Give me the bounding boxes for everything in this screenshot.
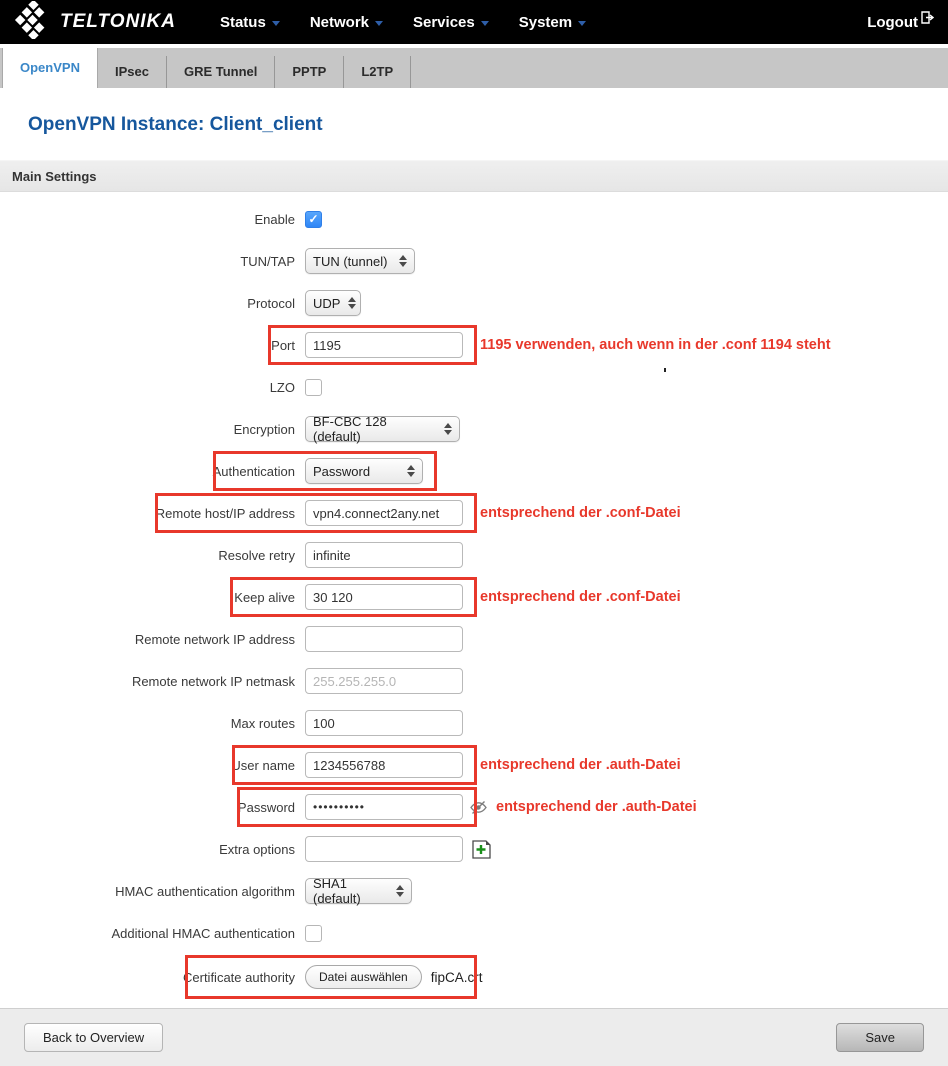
remote-host-label: Remote host/IP address <box>155 505 295 521</box>
additional-hmac-checkbox[interactable] <box>305 925 322 942</box>
add-option-icon[interactable] <box>471 839 492 860</box>
field-row-resolve-retry <box>0 534 948 576</box>
additional-hmac-label: Additional HMAC authentication <box>111 925 295 941</box>
chevron-down-icon <box>272 21 280 26</box>
hmac-selected-value: SHA1 (default) <box>313 876 361 906</box>
field-row-remote-host <box>0 492 948 534</box>
resolve-retry-label: Resolve retry <box>218 547 295 563</box>
top-navigation-bar <box>0 0 948 44</box>
port-label: Port <box>271 337 295 353</box>
extra-options-label: Extra options <box>219 841 295 857</box>
annotation-keep-alive: entsprechend der .conf-Datei <box>480 589 681 605</box>
selected-file-name: fipCA.crt <box>430 969 483 985</box>
tab-ipsec[interactable]: IPsec <box>98 56 167 88</box>
keep-alive-input[interactable] <box>305 584 463 610</box>
remote-network-ip-label: Remote network IP address <box>134 631 295 647</box>
menu-item-system[interactable]: System <box>519 14 586 31</box>
field-row-certificate-authority <box>0 954 948 1000</box>
logout-exit-icon <box>921 11 934 24</box>
keep-alive-label: Keep alive <box>234 589 295 605</box>
user-name-label: User name <box>231 757 295 773</box>
teltonika-logo-icon <box>10 1 56 44</box>
protocol-selected-value: UDP <box>313 295 341 311</box>
select-arrows-icon <box>396 885 404 897</box>
openvpn-settings-form <box>0 192 948 1000</box>
password-label: Password <box>237 799 295 815</box>
extra-options-input[interactable] <box>305 836 463 862</box>
section-title: Main Settings <box>12 168 97 184</box>
field-row-lzo <box>0 366 948 408</box>
field-row-keep-alive <box>0 576 948 618</box>
max-routes-input[interactable] <box>305 710 463 736</box>
brand-name: TELTONIKA <box>60 11 176 32</box>
protocol-select[interactable] <box>305 290 361 316</box>
chevron-down-icon <box>578 21 586 26</box>
remote-host-input[interactable] <box>305 500 463 526</box>
encryption-select[interactable] <box>305 416 460 442</box>
annotation-port: 1195 verwenden, auch wenn in der .conf 1194 steht <box>480 337 831 353</box>
field-row-protocol <box>0 282 948 324</box>
tuntap-select[interactable] <box>305 248 415 274</box>
field-row-remote-network-netmask <box>0 660 948 702</box>
field-row-port <box>0 324 948 366</box>
vpn-tab-strip <box>0 48 948 88</box>
remote-network-netmask-input[interactable] <box>305 668 463 694</box>
port-input[interactable] <box>305 332 463 358</box>
eye-slash-icon[interactable] <box>469 800 488 815</box>
lzo-checkbox[interactable] <box>305 379 322 396</box>
resolve-retry-input[interactable] <box>305 542 463 568</box>
choose-file-button[interactable]: Datei auswählen <box>305 965 422 989</box>
field-row-encryption <box>0 408 948 450</box>
field-row-additional-hmac <box>0 912 948 954</box>
select-arrows-icon <box>407 465 415 477</box>
main-menu <box>220 14 586 31</box>
remote-network-ip-input[interactable] <box>305 626 463 652</box>
menu-item-network[interactable]: Network <box>310 14 383 31</box>
annotation-password: entsprechend der .auth-Datei <box>496 799 697 815</box>
protocol-label: Protocol <box>247 295 295 311</box>
tab-gre-tunnel[interactable]: GRE Tunnel <box>167 56 275 88</box>
tuntap-label: TUN/TAP <box>240 253 295 269</box>
max-routes-label: Max routes <box>230 715 295 731</box>
brand-logo[interactable] <box>10 1 176 44</box>
menu-item-services[interactable]: Services <box>413 14 489 31</box>
select-arrows-icon <box>348 297 356 309</box>
enable-checkbox[interactable]: ✓ <box>305 211 322 228</box>
field-row-enable <box>0 198 948 240</box>
field-row-tuntap <box>0 240 948 282</box>
page-title: OpenVPN Instance: Client_client <box>28 114 323 135</box>
main-settings-section-header <box>0 160 948 192</box>
user-name-input[interactable] <box>305 752 463 778</box>
password-input[interactable] <box>305 794 463 820</box>
field-row-authentication <box>0 450 948 492</box>
field-row-max-routes <box>0 702 948 744</box>
authentication-select[interactable] <box>305 458 423 484</box>
encryption-selected-value: BF-CBC 128 (default) <box>313 414 387 444</box>
authentication-label: Authentication <box>212 463 295 479</box>
tab-openvpn[interactable]: OpenVPN <box>2 48 98 88</box>
enable-label: Enable <box>254 211 295 227</box>
tab-pptp[interactable]: PPTP <box>275 56 344 88</box>
menu-item-status[interactable]: Status <box>220 14 280 31</box>
tuntap-selected-value: TUN (tunnel) <box>313 253 388 269</box>
field-row-password <box>0 786 948 828</box>
back-to-overview-button[interactable]: Back to Overview <box>24 1023 163 1052</box>
hmac-algorithm-select[interactable] <box>305 878 412 904</box>
lzo-label: LZO <box>269 379 295 395</box>
save-button[interactable]: Save <box>836 1023 924 1052</box>
field-row-extra-options <box>0 828 948 870</box>
authentication-selected-value: Password <box>313 463 371 479</box>
hmac-algorithm-label: HMAC authentication algorithm <box>115 883 295 899</box>
tab-l2tp[interactable]: L2TP <box>344 56 411 88</box>
remote-network-netmask-label: Remote network IP netmask <box>131 673 295 689</box>
encryption-label: Encryption <box>233 421 295 437</box>
select-arrows-icon <box>399 255 407 267</box>
footer-action-bar <box>0 1008 948 1066</box>
chevron-down-icon <box>481 21 489 26</box>
certificate-authority-label: Certificate authority <box>183 969 295 985</box>
annotation-user-name: entsprechend der .auth-Datei <box>480 757 681 773</box>
logout-button[interactable]: Logout <box>867 14 934 31</box>
annotation-remote-host: entsprechend der .conf-Datei <box>480 505 681 521</box>
field-row-remote-network-ip <box>0 618 948 660</box>
select-arrows-icon <box>444 423 452 435</box>
chevron-down-icon <box>375 21 383 26</box>
stray-annotation-mark <box>664 368 666 372</box>
field-row-user-name <box>0 744 948 786</box>
field-row-hmac-algorithm <box>0 870 948 912</box>
